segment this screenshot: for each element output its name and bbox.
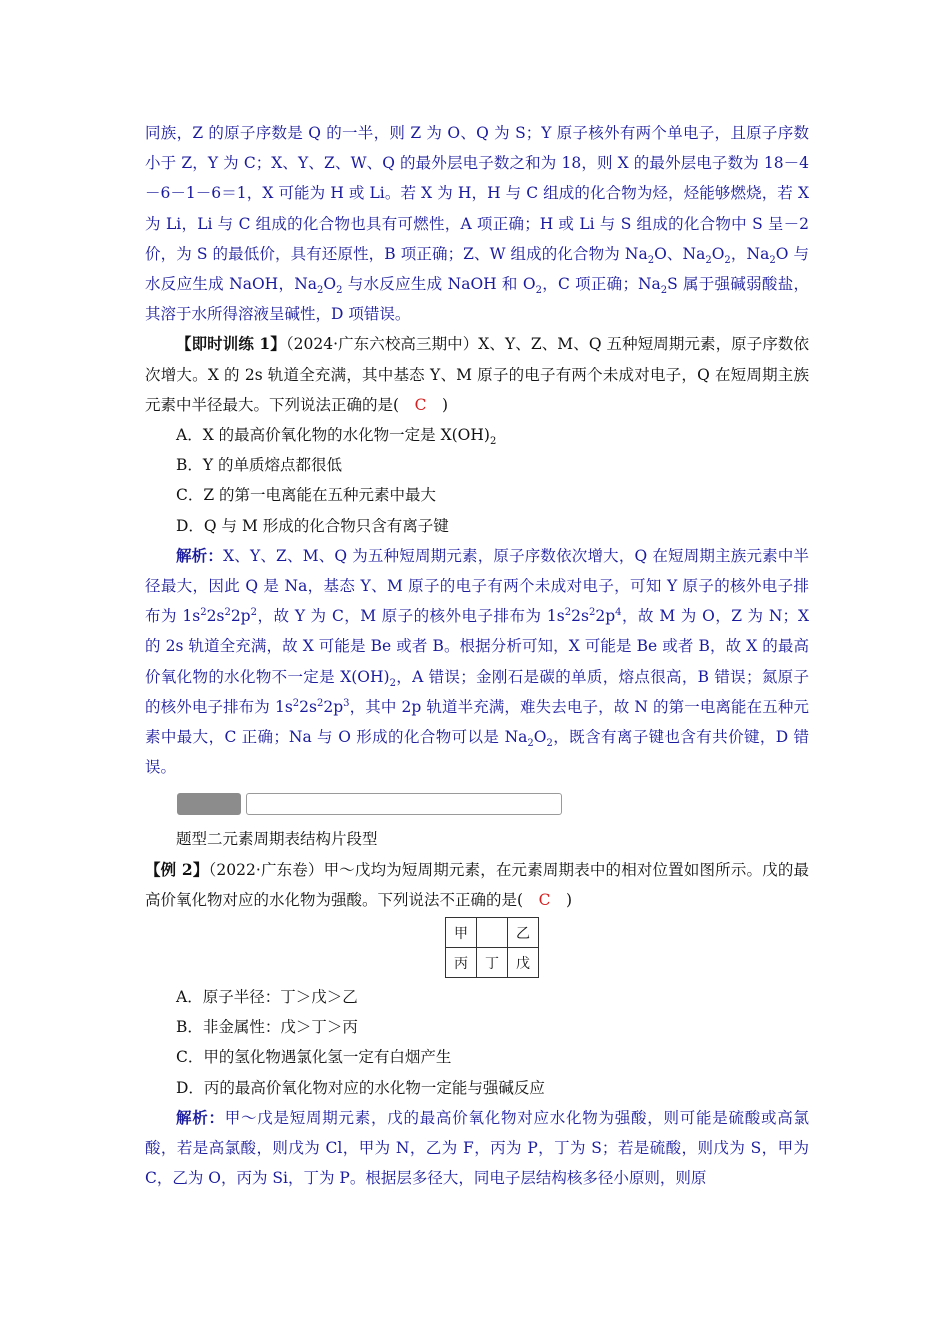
training-1-answer: C	[414, 395, 427, 414]
training-1-label: 【即时训练 1】	[176, 334, 286, 354]
table-cell: 丙	[446, 948, 477, 978]
training-1-analysis: 解析：X、Y、Z、M、Q 为五种短周期元素，原子序数依次增大，Q 在短周期主族元素中半径最大，因此 Q 是 Na，基态 Y、M 原子的电子有两个未成对电子，可知 Y 原子的核外电子排布为 $1s^22s^22p^2$，故 Y 为 C，M 原子的核外电子排布为 $1s^22s^22p^4$，故 M 为 O，Z 为 N；X 的 2s 轨道全充满，故 X 可能是 Be 或者 B。根据分析可知，X 可能是 Be 或者 B，故 X 的最高价氧化物的水化物不一定是 $X(OH)_2$，A 错误；金刚石是碳的单质，熔点很高，B 错误；氮原子的核外电子排布为 $1s^22s^22p^3$，其中 2p 轨道半充满，难失去电子，故 N 的第一电离能在五种元素中最大，C 正确；Na 与 O 形成的化合物可以是 $Na_2O_2$，既含有离子键也含有共价键，D 错误。	[145, 545, 810, 777]
example-2-option-d: D．丙的最高价氧化物对应的水化物一定能与强碱反应	[176, 1078, 545, 1097]
section-bar-tab	[177, 793, 241, 815]
training-1-option-a: A．X 的最高价氧化物的水化物一定是 $X(OH)_2$	[176, 426, 497, 448]
table-row	[446, 948, 539, 978]
example-2-label: 【例 2】	[145, 859, 209, 879]
example-2-stem: 【例 2】（2022·广东卷）甲～戊均为短周期元素，在元素周期表中的相对位置如图所示。戊的最高价氧化物对应的水化物为强酸。下列说法不正确的是( C )	[145, 859, 809, 909]
table-cell: 丁	[477, 948, 508, 978]
training-1-option-b: B．Y 的单质熔点都很低	[176, 456, 343, 475]
document-page	[145, 118, 809, 1194]
training-1-stem: 【即时训练 1】（2024·广东六校高三期中）X、Y、Z、M、Q 五种短周期元素，原子序数依次增大。X 的 2s 轨道全充满，其中基态 Y、M 原子的电子有两个未成对电子，Q 在短周期主族元素中半径最大。下列说法正确的是( C )	[145, 334, 809, 414]
training-1-option-c: C．Z 的第一电离能在五种元素中最大	[176, 486, 437, 505]
section-bar-box	[246, 793, 562, 815]
example-2-option-a: A．原子半径：丁＞戊＞乙	[176, 988, 358, 1007]
section-divider-bar	[145, 790, 809, 818]
table-row	[446, 918, 539, 948]
example-2-option-b: B．非金属性：戊＞丁＞丙	[176, 1018, 358, 1037]
table-cell: 甲	[446, 918, 477, 948]
training-1-option-d: D．Q 与 M 形成的化合物只含有离子键	[176, 516, 449, 535]
analysis-continuation: 同族，Z 的原子序数是 Q 的一半，则 Z 为 O、Q 为 S；Y 原子核外有两个单电子，且原子序数小于 Z，Y 为 C；X、Y、Z、W、Q 的最外层电子数之和为 18，则 X 的最外层电子数为 18－4－6－1－6＝1，X 可能为 H 或 Li。若 X 为 H，H 与 C 组成的化合物为烃，烃能够燃烧，若 X 为 Li，Li 与 C 组成的化合物也具有可燃性，A 项正确；H 或 Li 与 S 组成的化合物中 S 呈－2 价，为 S 的最低价，具有还原性，B 项正确；Z、W 组成的化合物为 $Na_2O$、$Na_2O_2$，$Na_2O$ 与水反应生成 NaOH，$Na_2O_2$ 与水反应生成 NaOH 和 $O_2$，C 项正确；$Na_2S$ 属于强碱弱酸盐，其溶于水所得溶液呈碱性，D 项错误。	[145, 124, 809, 324]
table-cell	[477, 918, 508, 948]
table-cell: 戊	[508, 948, 539, 978]
periodic-table-fragment	[445, 917, 539, 978]
example-2-option-c: C．甲的氢化物遇氯化氢一定有白烟产生	[176, 1048, 452, 1067]
example-2-answer: C	[538, 890, 551, 909]
section-2-title: 题型二元素周期表结构片段型	[176, 830, 378, 849]
table-cell: 乙	[508, 918, 539, 948]
example-2-analysis: 解析：甲～戊是短周期元素，戊的最高价氧化物对应水化物为强酸，则可能是硫酸或高氯酸，若是高氯酸，则戊为 Cl，甲为 N，乙为 F，丙为 P，丁为 S；若是硫酸，则戊为 S，甲为 C，乙为 O，丙为 Si，丁为 P。根据层多径大，同电子层结构核多径小原则，则原	[145, 1107, 809, 1188]
